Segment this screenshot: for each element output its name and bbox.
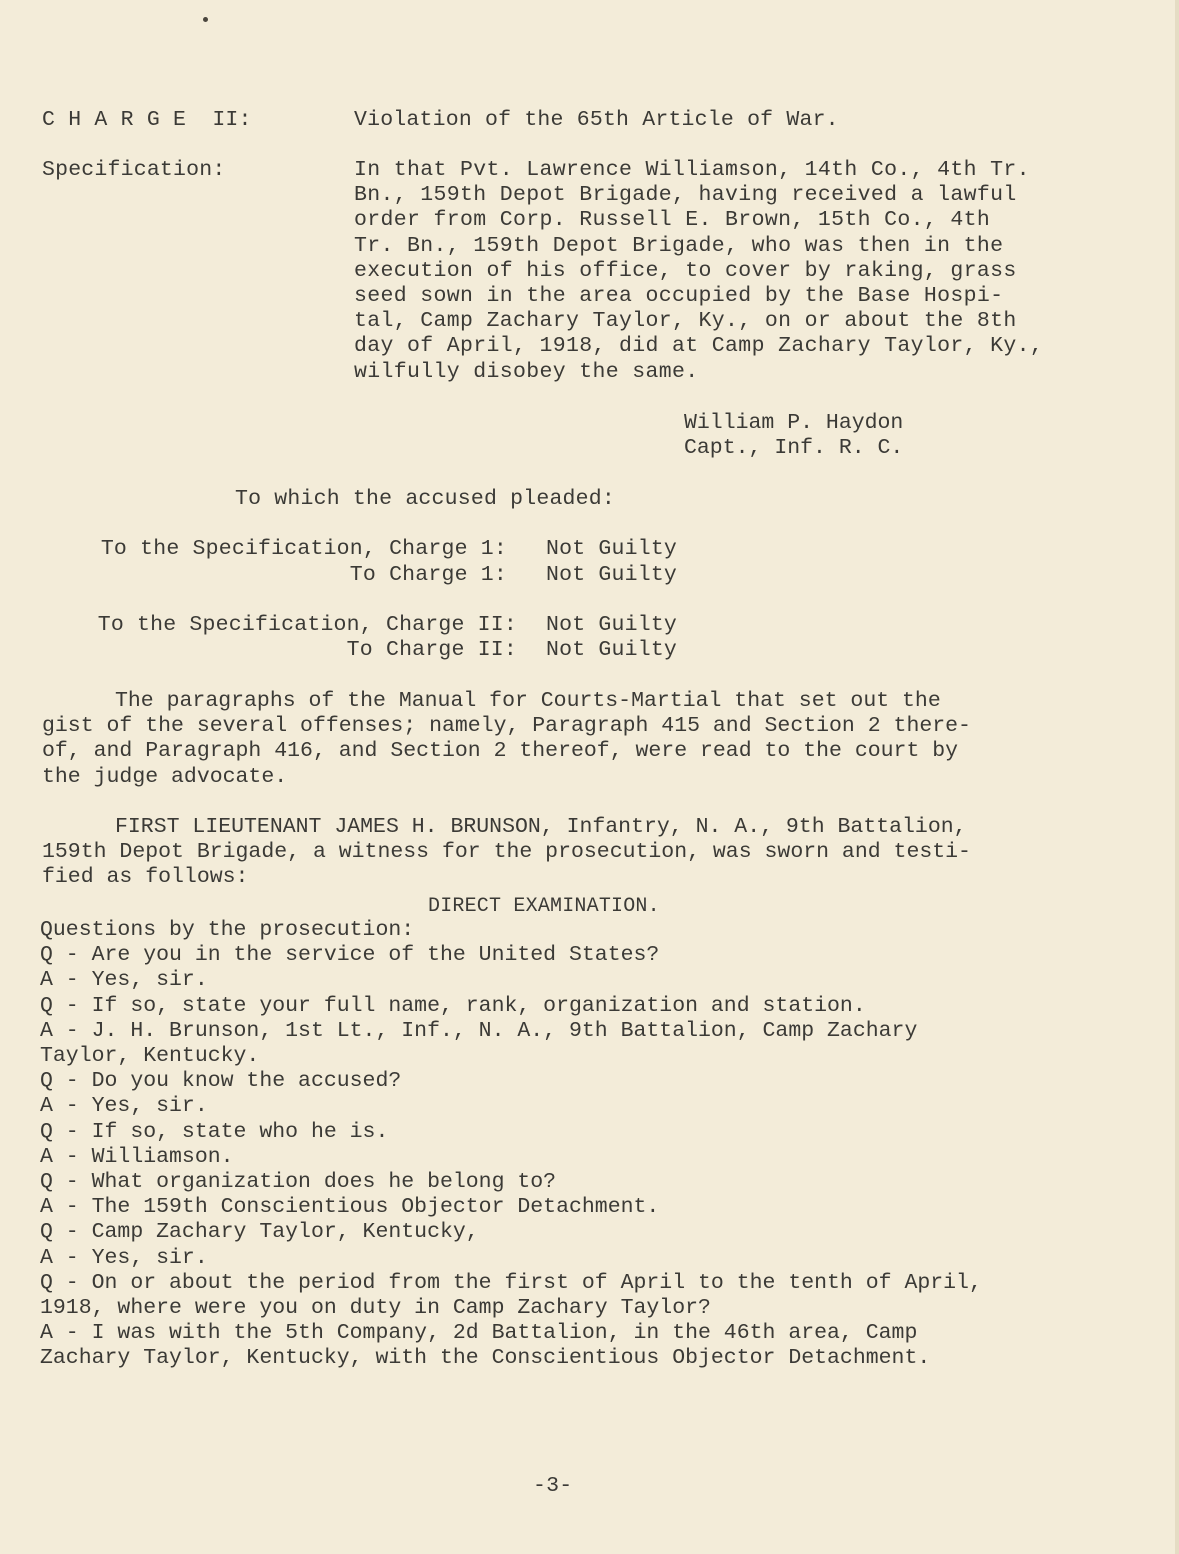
plea-label: To Charge II: xyxy=(346,638,517,662)
specification-label: Specification: xyxy=(42,158,226,182)
transcript-line: Q - What organization does he belong to? xyxy=(40,1170,557,1195)
paragraph-line: The paragraphs of the Manual for Courts-Martial that set out the xyxy=(115,689,941,713)
transcript-line: A - Williamson. xyxy=(40,1144,234,1169)
specification-line: In that Pvt. Lawrence Williamson, 14th Co., 4th Tr. xyxy=(354,158,1030,182)
specification-line: Tr. Bn., 159th Depot Brigade, who was then in the xyxy=(354,233,1004,258)
transcript-line: Q - If so, state who he is. xyxy=(40,1119,389,1144)
plea-label: To the Specification, Charge 1: xyxy=(100,537,507,561)
plea-value: Not Guilty xyxy=(546,537,678,561)
specification-line: day of April, 1918, did at Camp Zachary Taylor, Ky., xyxy=(354,334,1044,359)
paragraph-line: the judge advocate. xyxy=(42,764,288,789)
manual-paragraph xyxy=(42,689,971,790)
plea-value: Not Guilty xyxy=(546,563,678,587)
transcript-line: Q - On or about the period from the first of April to the tenth of April, xyxy=(40,1270,982,1295)
transcript-line: A - The 159th Conscientious Objector Detachment. xyxy=(40,1195,660,1220)
signature-name: William P. Haydon xyxy=(684,411,904,435)
paragraph-line: of, and Paragraph 416, and Section 2 thereof, were read to the court by xyxy=(42,739,959,764)
plea-value: Not Guilty xyxy=(546,613,678,637)
transcript-line: Questions by the prosecution: xyxy=(40,918,415,942)
plea-label: To Charge 1: xyxy=(349,563,507,587)
transcript-line: Taylor, Kentucky. xyxy=(40,1044,260,1069)
page-edge xyxy=(1175,0,1179,1554)
witness-intro xyxy=(42,815,971,891)
specification-text xyxy=(354,158,1043,385)
exam-heading: DIRECT EXAMINATION. xyxy=(428,895,660,918)
specification-line: execution of his office, to cover by raking, grass xyxy=(354,258,1017,283)
specification-line: wilfully disobey the same. xyxy=(354,359,699,384)
paragraph-line: gist of the several offenses; namely, Paragraph 415 and Section 2 there- xyxy=(42,714,971,739)
plea-value: Not Guilty xyxy=(546,638,678,662)
transcript-line: 1918, where were you on duty in Camp Zachary Taylor? xyxy=(40,1296,711,1321)
signature-rank: Capt., Inf. R. C. xyxy=(684,436,904,461)
signature-block xyxy=(684,411,903,461)
transcript-line: A - J. H. Brunson, 1st Lt., Inf., N. A., 9th Battalion, Camp Zachary xyxy=(40,1018,918,1043)
witness-line: 159th Depot Brigade, a witness for the prosecution, was sworn and testi- xyxy=(42,840,971,865)
charge-label: C H A R G E II: xyxy=(42,108,252,132)
transcript xyxy=(40,918,982,1372)
specification-line: tal, Camp Zachary Taylor, Ky., on or about the 8th xyxy=(354,309,1017,334)
specification-line: Bn., 159th Depot Brigade, having received a lawful xyxy=(354,183,1017,208)
transcript-line: A - Yes, sir. xyxy=(40,1245,208,1270)
transcript-line: A - Yes, sir. xyxy=(40,1094,208,1119)
witness-line: fied as follows: xyxy=(42,865,249,890)
transcript-line: Zachary Taylor, Kentucky, with the Conscientious Objector Detachment. xyxy=(40,1346,931,1371)
specification-line: order from Corp. Russell E. Brown, 15th Co., 4th xyxy=(354,208,991,233)
transcript-line: Q - Do you know the accused? xyxy=(40,1069,402,1094)
transcript-line: A - Yes, sir. xyxy=(40,968,208,993)
charge-title: Violation of the 65th Article of War. xyxy=(354,108,839,132)
plea-label: To the Specification, Charge II: xyxy=(97,613,517,637)
ink-dot xyxy=(203,17,208,22)
transcript-line: Q - Camp Zachary Taylor, Kentucky, xyxy=(40,1220,479,1245)
transcript-line: Q - Are you in the service of the United States? xyxy=(40,943,660,968)
witness-line: FIRST LIEUTENANT JAMES H. BRUNSON, Infantry, N. A., 9th Battalion, xyxy=(115,815,967,839)
pleas-intro: To which the accused pleaded: xyxy=(235,487,615,511)
transcript-line: Q - If so, state your full name, rank, organization and station. xyxy=(40,993,866,1018)
transcript-line: A - I was with the 5th Company, 2d Battalion, in the 46th area, Camp xyxy=(40,1321,918,1346)
page-number: -3- xyxy=(533,1474,573,1498)
specification-line: seed sown in the area occupied by the Base Hospi- xyxy=(354,284,1004,309)
